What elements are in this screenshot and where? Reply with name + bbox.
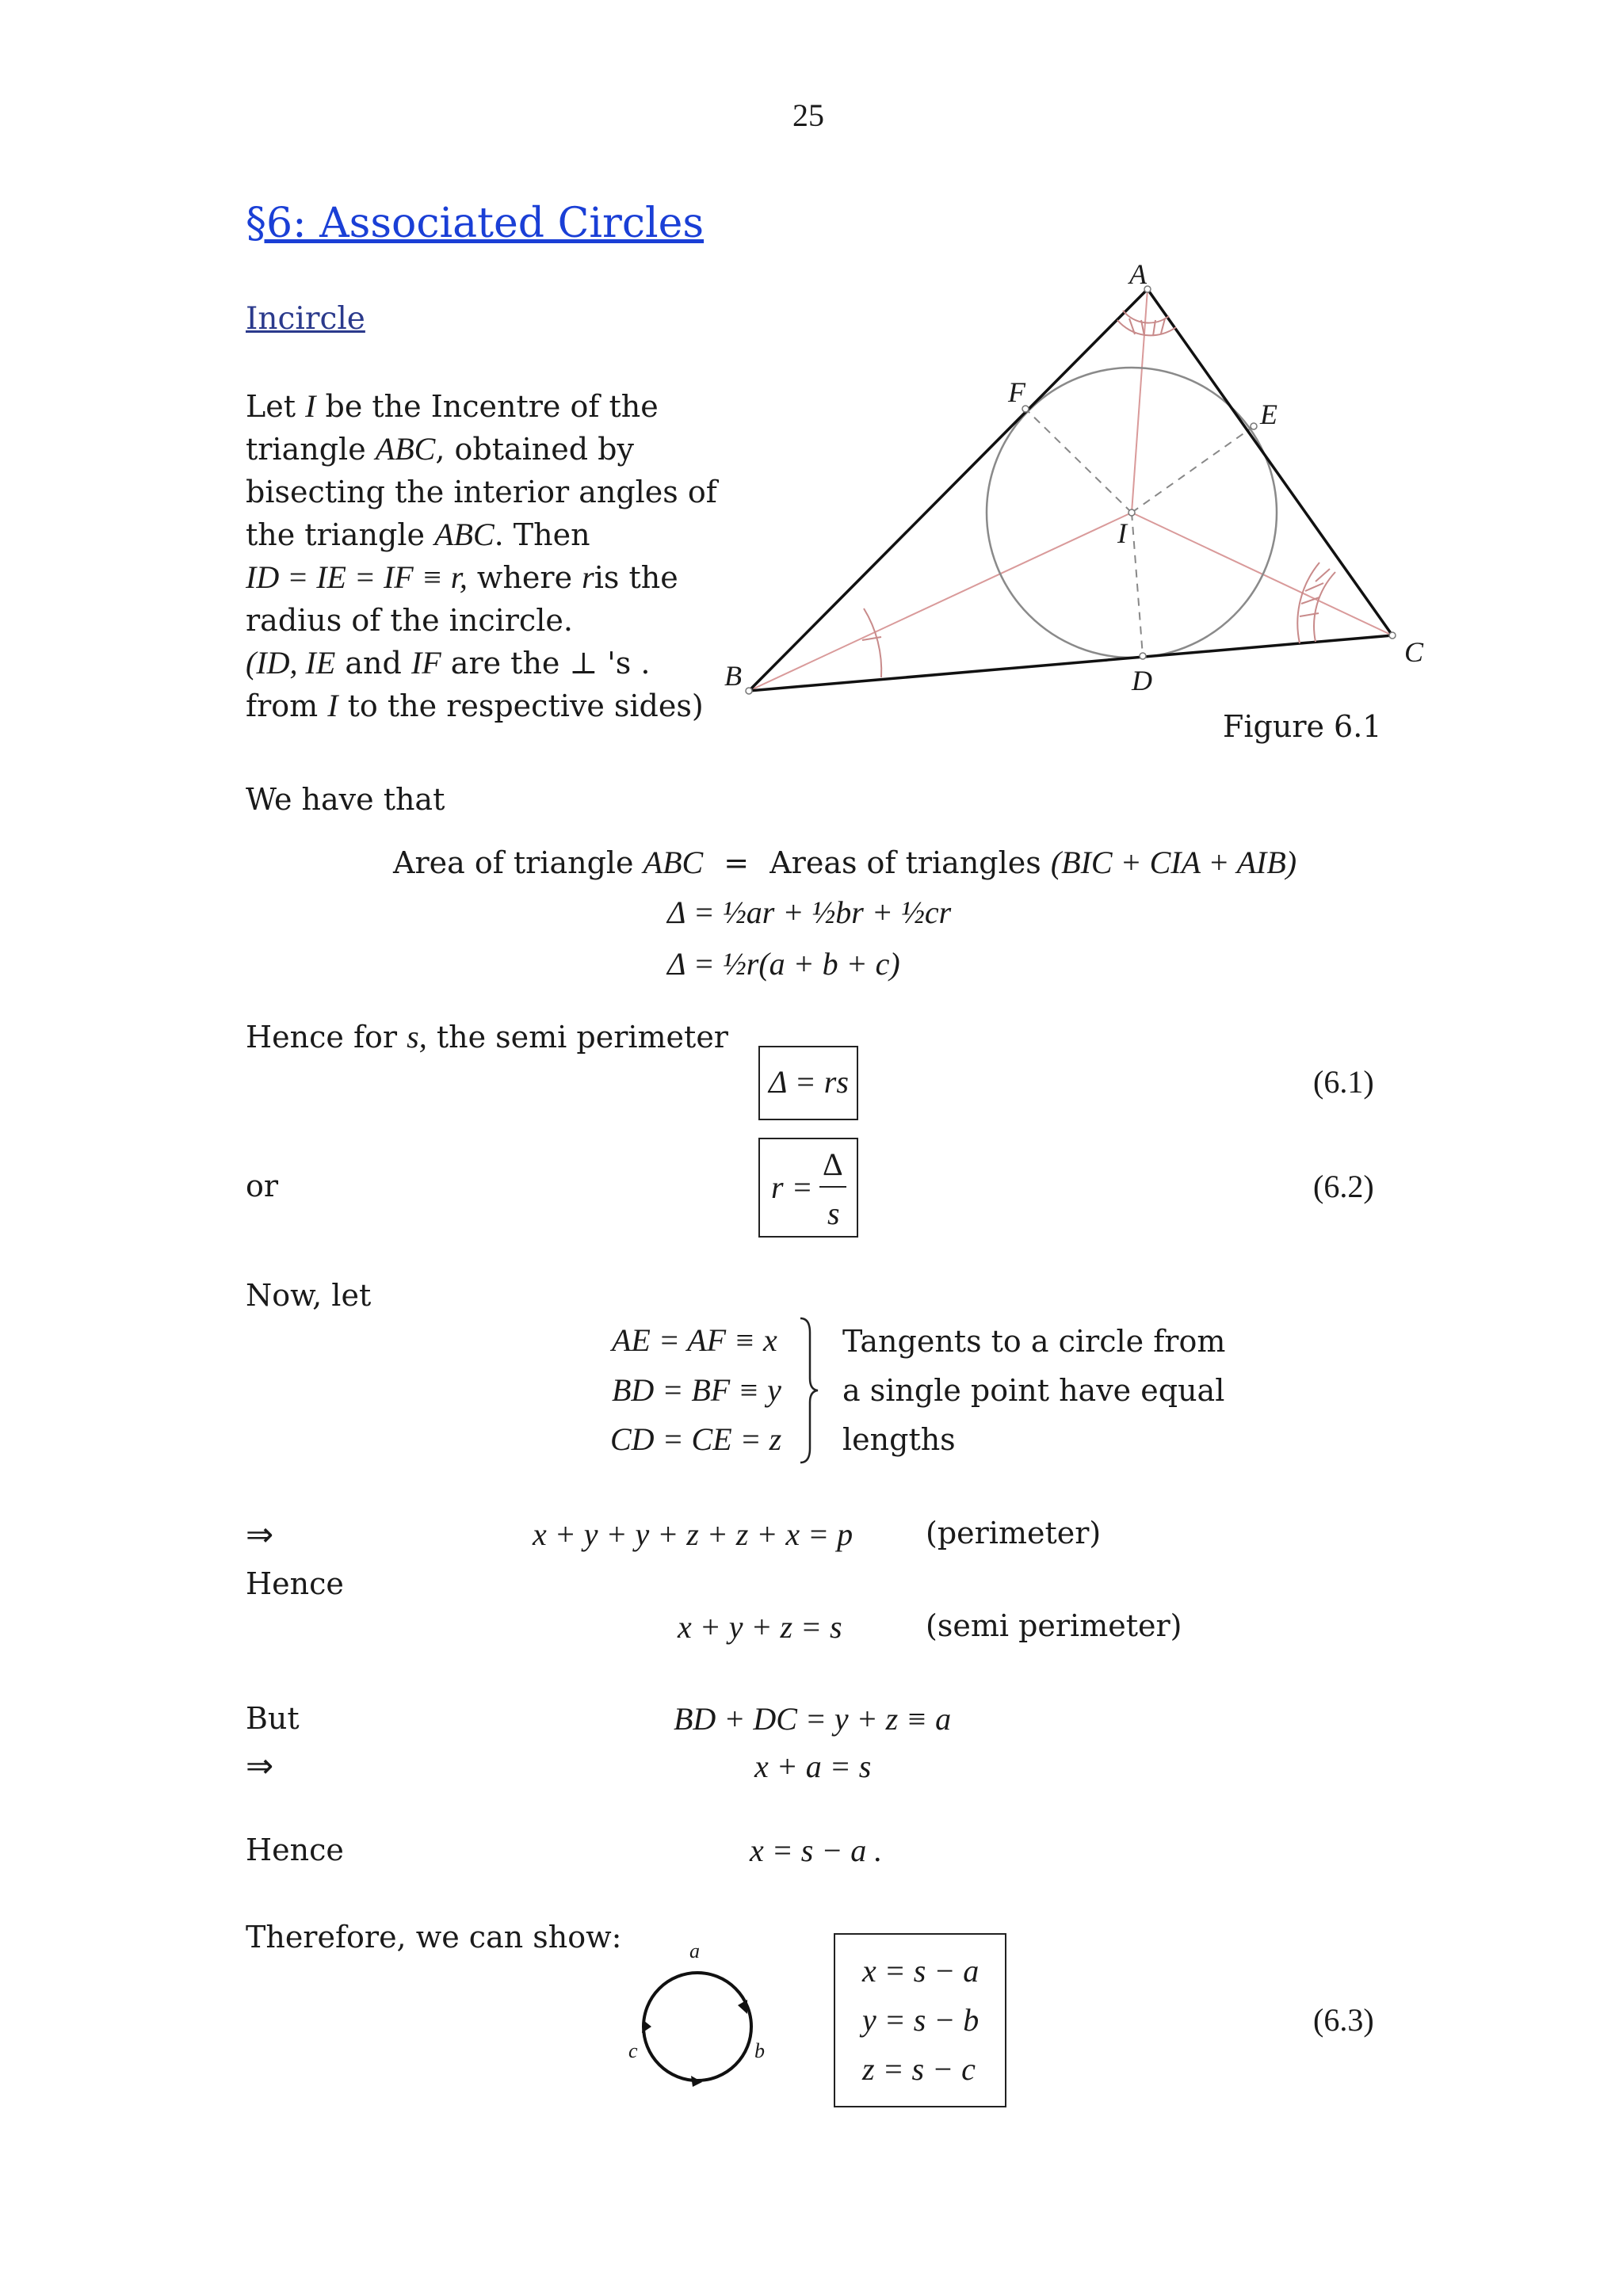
semi-perimeter-text: Hence for s, the semi perimeter: [246, 1019, 728, 1055]
point-b: [746, 688, 752, 694]
eq-6-1-expr: Δ = rs: [769, 1064, 849, 1100]
subsection-heading[interactable]: Incircle: [246, 301, 365, 337]
tick-c3: [1305, 583, 1323, 591]
triangle-abc: [749, 289, 1392, 691]
area-line-2: Δ = ½ar + ½br + ½cr: [667, 894, 952, 930]
figure-label-e: E: [1260, 399, 1277, 430]
therefore-text: Therefore, we can show:: [246, 1920, 622, 1955]
perpendiculars: [1025, 409, 1254, 656]
angle-arcs: [864, 311, 1335, 677]
hence-1: Hence: [246, 1566, 344, 1601]
we-have-that: We have that: [246, 782, 445, 817]
angle-arc-b: [864, 608, 881, 677]
point-d: [1140, 653, 1146, 659]
tangent-row-2: BD = BF ≡ y: [612, 1372, 781, 1408]
cycle-diagram: [626, 1955, 769, 2098]
tangent-note-1: Tangents to a circle from: [842, 1324, 1226, 1359]
semi-perimeter-note: (semi perimeter): [926, 1608, 1182, 1643]
perimeter-eq: x + y + y + z + z + x = p: [533, 1516, 854, 1552]
eq-6-2-denominator: s: [827, 1196, 840, 1231]
perp-ie: [1132, 426, 1254, 513]
page-number: 25: [792, 97, 824, 133]
tick-marks: [862, 318, 1330, 640]
eq-6-3-number: (6.3): [1313, 2002, 1374, 2038]
fraction-bar: [819, 1186, 846, 1188]
figure-caption: Figure 6.1: [1223, 709, 1382, 744]
intro-line-8: from I to the respective sides): [246, 688, 704, 723]
angle-bisectors: [749, 289, 1392, 691]
tangent-row-1: AE = AF ≡ x: [612, 1322, 777, 1358]
eq-6-3-row-2: y = s − b: [862, 2002, 980, 2038]
point-i: [1128, 509, 1135, 516]
point-e: [1251, 423, 1257, 429]
eq-6-2-numerator: Δ: [823, 1146, 843, 1182]
x-eq: x = s − a .: [750, 1833, 883, 1868]
tangent-note-2: a single point have equal: [842, 1373, 1225, 1408]
figure-label-b: B: [724, 660, 742, 692]
figure-label-a: A: [1129, 258, 1147, 290]
implies-arrow-2: ⇒: [246, 1749, 274, 1785]
point-c: [1389, 632, 1396, 639]
intro-line-2: triangle ABC, obtained by: [246, 431, 634, 467]
angle-arc-c: [1297, 563, 1319, 643]
intro-line-4: the triangle ABC. Then: [246, 517, 590, 552]
cycle-label-c: c: [628, 2039, 638, 2062]
eq-6-2-number: (6.2): [1313, 1169, 1374, 1204]
area-line-3: Δ = ½r(a + b + c): [667, 946, 900, 982]
intro-line-1: Let I be the Incentre of the: [246, 388, 659, 424]
hence-2: Hence: [246, 1833, 344, 1867]
tangent-note-3: lengths: [842, 1422, 956, 1457]
intro-line-3: bisecting the interior angles of: [246, 475, 717, 509]
implies-arrow-1: ⇒: [246, 1517, 274, 1554]
figure-label-i: I: [1117, 517, 1127, 549]
figure-label-c: C: [1404, 636, 1424, 668]
or-label: or: [246, 1169, 279, 1203]
intro-line-6: radius of the incircle.: [246, 603, 573, 638]
tangent-row-3: CD = CE = z: [610, 1421, 782, 1457]
section-heading[interactable]: §6: Associated Circles: [246, 200, 705, 247]
cycle-label-a: a: [689, 1939, 700, 1962]
eq-6-1-number: (6.1): [1313, 1064, 1374, 1100]
bd-dc-eq: BD + DC = y + z ≡ a: [674, 1701, 952, 1737]
intro-line-5: ID = IE = IF ≡ r, where ris the: [246, 559, 678, 595]
cycle-label-b: b: [754, 2039, 765, 2062]
area-line-1: Area of triangle ABC = Areas of triangles (BIC + CIA + AIB): [393, 845, 1297, 880]
tick-c1: [1300, 613, 1319, 616]
now-let: Now, let: [246, 1278, 372, 1313]
eq-6-3-row-1: x = s − a: [862, 1953, 980, 1989]
perp-id: [1132, 513, 1143, 656]
x-plus-a-eq: x + a = s: [754, 1749, 872, 1784]
figure-label-d: D: [1132, 665, 1152, 696]
intro-line-7: (ID, IE and IF are the ⊥ 's .: [246, 645, 651, 681]
eq-6-3-row-3: z = s − c: [862, 2051, 976, 2087]
eq-6-2-lhs: r =: [771, 1169, 813, 1205]
curly-brace: [797, 1315, 821, 1466]
tick-c4: [1316, 569, 1330, 582]
but-label: But: [246, 1701, 300, 1736]
semi-perimeter-eq: x + y + z = s: [678, 1609, 842, 1645]
perp-if: [1025, 409, 1132, 513]
perimeter-note: (perimeter): [926, 1516, 1102, 1550]
figure-label-f: F: [1008, 376, 1025, 408]
